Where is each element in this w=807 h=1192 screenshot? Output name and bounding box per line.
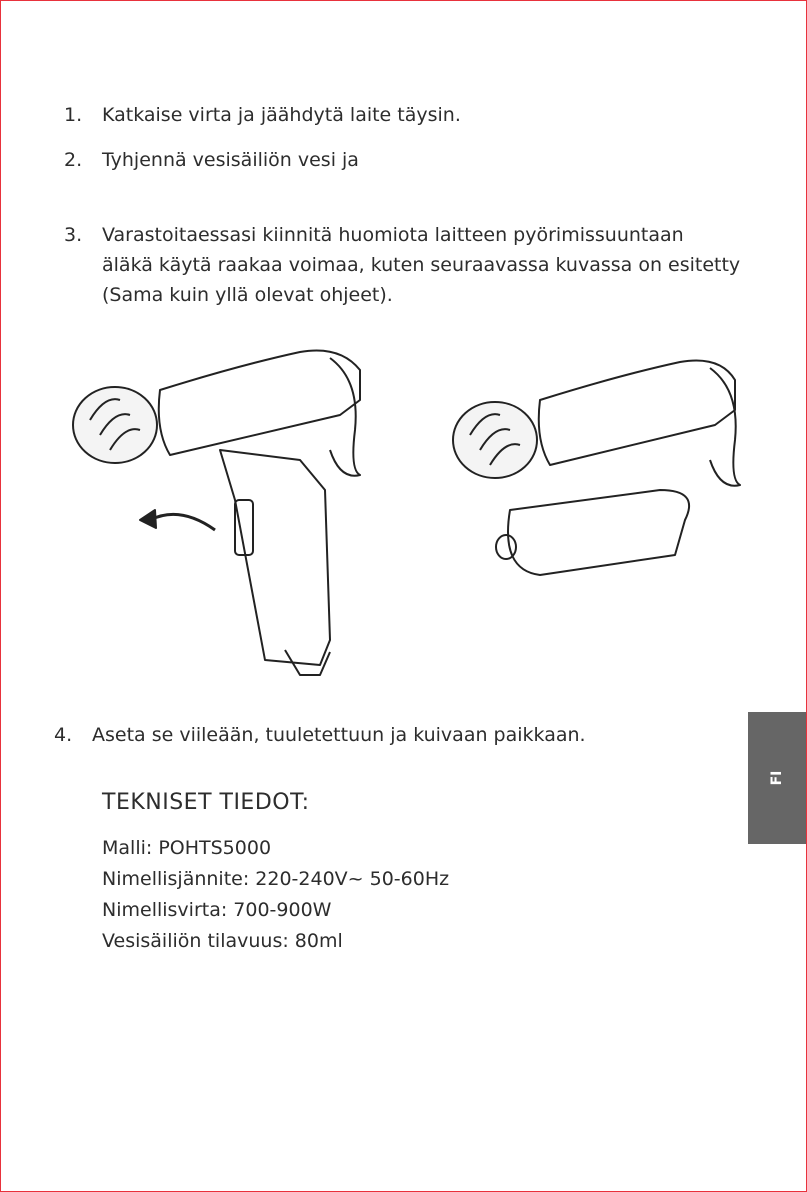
language-code: FI: [769, 770, 785, 786]
step-number: 3.: [64, 224, 83, 246]
technical-specifications: [102, 790, 449, 957]
step-text: Katkaise virta ja jäähdytä laite täysin.: [102, 104, 461, 126]
step-text-line: Varastoitaessasi kiinnitä huomiota laitteen pyörimissuuntaan: [102, 224, 684, 246]
step-text-line: (Sama kuin yllä olevat ohjeet).: [102, 284, 393, 306]
steamer-handle: [220, 450, 330, 665]
steamer-handle-folded: [508, 490, 689, 575]
spec-tank-capacity: Vesisäiliön tilavuus: 80ml: [102, 930, 343, 952]
handle-nozzle: [285, 650, 330, 675]
steamer-head-shape: [159, 350, 360, 455]
rotation-arrow-head: [140, 510, 156, 528]
language-tab: [748, 712, 806, 844]
step-number: 1.: [64, 104, 83, 126]
storage-illustration: [60, 340, 760, 690]
step-text: Aseta se viileään, tuuletettuun ja kuivaan paikkaan.: [92, 724, 586, 746]
steamer-head-shape: [539, 360, 735, 465]
rotation-arrow: [150, 514, 215, 530]
steamer-rotating-illustration: [73, 350, 360, 675]
handle-nozzle: [496, 535, 516, 559]
spec-voltage: Nimellisjännite: 220-240V~ 50-60Hz: [102, 868, 450, 890]
step-number: 2.: [64, 149, 83, 171]
step-text-line: äläkä käytä raakaa voimaa, kuten seuraavassa kuvassa on esitetty: [102, 254, 741, 276]
spec-model: Malli: POHTS5000: [102, 837, 272, 859]
steamer-folded-illustration: [453, 360, 740, 575]
step-text: Tyhjennä vesisäiliön vesi ja: [102, 149, 359, 171]
spec-power: Nimellisvirta: 700-900W: [102, 899, 332, 921]
step-number: 4.: [54, 724, 73, 746]
specs-title: TEKNISET TIEDOT:: [102, 790, 310, 815]
